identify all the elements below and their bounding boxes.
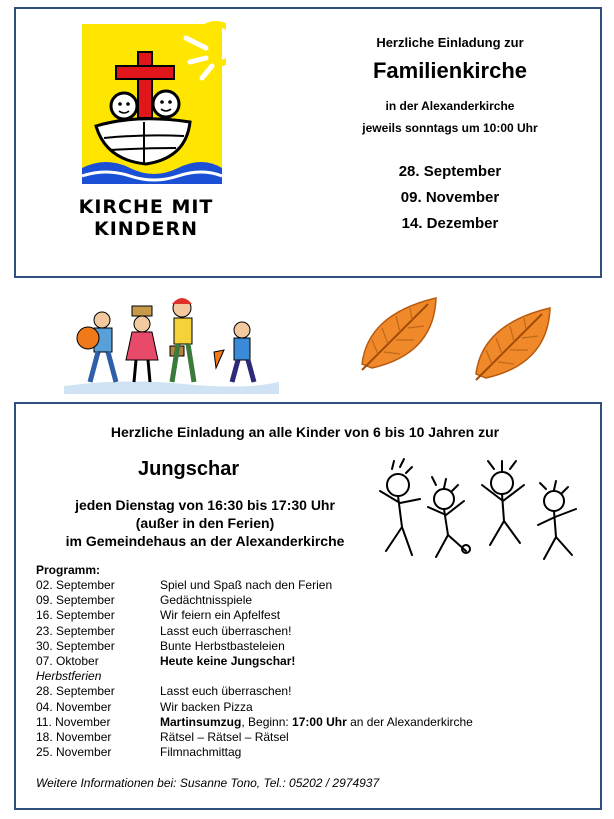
familienkirche-invitation: Herzliche Einladung zur <box>376 35 524 50</box>
program-row <box>36 578 596 593</box>
program-schedule <box>36 578 596 760</box>
familienkirche-date-1: 28. September <box>398 163 502 180</box>
familienkirche-date-3: 14. Dezember <box>401 215 499 232</box>
program-row <box>36 684 596 699</box>
program-row <box>36 700 596 715</box>
familienkirche-time: jeweils sonntags um 10:00 Uhr <box>362 121 538 135</box>
program-date: 04. November <box>36 699 112 714</box>
program-row <box>36 730 596 745</box>
program-activity: Lasst euch überraschen! <box>160 623 292 638</box>
program-activity: Lasst euch überraschen! <box>160 684 292 699</box>
program-row <box>36 608 596 623</box>
program-activity: Spiel und Spaß nach den Ferien <box>160 578 333 592</box>
holiday-label: Herbstferien <box>36 669 102 684</box>
logo-text-line2: KINDERN <box>94 218 198 240</box>
program-row <box>36 745 596 760</box>
dancing-children-illustration <box>372 455 587 565</box>
program-break-label <box>36 669 596 684</box>
jungschar-invitation: Herzliche Einladung an alle Kinder von 6 bis 10 Jahren zur <box>110 424 500 440</box>
program-date: 28. September <box>36 684 115 699</box>
kirche-mit-kindern-logo <box>66 18 226 246</box>
program-date: 09. September <box>36 593 115 608</box>
activity-end-text: an der Alexanderkirche <box>346 714 473 729</box>
program-date: 30. September <box>36 638 115 653</box>
program-label: Programm: <box>36 563 101 577</box>
jungschar-exception: (außer in den Ferien) <box>135 515 275 531</box>
program-activity: Wir feiern ein Apfelfest <box>160 608 281 623</box>
program-row <box>36 593 596 608</box>
program-activity: Gedächtnisspiele <box>160 593 253 608</box>
jungschar-location: im Gemeindehaus an der Alexanderkirche <box>65 533 345 549</box>
autumn-leaf-icon <box>358 294 442 374</box>
program-activity: Bunte Herbstbasteleien <box>160 638 285 653</box>
program-row <box>36 654 596 669</box>
program-activity <box>160 715 473 730</box>
logo-graphic <box>66 18 226 196</box>
program-date: 25. November <box>36 745 112 760</box>
program-activity: Filmnachmittag <box>160 745 242 760</box>
jungschar-title: Jungschar <box>138 458 240 480</box>
martinsumzug-text: Martinsumzug <box>160 714 242 729</box>
jungschar-schedule-line: jeden Dienstag von 16:30 bis 17:30 Uhr <box>75 497 335 513</box>
familienkirche-date-2: 09. November <box>400 189 500 206</box>
program-activity: Rätsel – Rätsel – Rätsel <box>160 729 289 744</box>
familienkirche-title: Familienkirche <box>372 58 528 83</box>
activity-mid-text: , Beginn: <box>241 714 293 729</box>
autumn-children-illustration <box>64 290 279 396</box>
program-activity: Heute keine Jungschar! <box>160 653 296 668</box>
program-row <box>36 624 596 639</box>
program-date: 02. September <box>36 578 115 592</box>
autumn-leaf-icon <box>472 304 556 384</box>
program-date: 07. Oktober <box>36 653 99 668</box>
logo-wordmark <box>66 196 226 240</box>
familienkirche-location: in der Alexanderkirche <box>385 99 515 113</box>
program-row <box>36 639 596 654</box>
program-row <box>36 715 596 730</box>
start-time-text: 17:00 Uhr <box>292 714 347 729</box>
program-activity: Wir backen Pizza <box>160 699 253 714</box>
program-date: 16. September <box>36 608 115 623</box>
contact-info: Weitere Informationen bei: Susanne Tono, Tel.: 05202 / 2974937 <box>36 776 380 790</box>
program-date: 23. September <box>36 623 115 638</box>
logo-text-line1: KIRCHE MIT <box>78 196 214 218</box>
program-date: 18. November <box>36 729 112 744</box>
program-date: 11. November <box>36 714 111 729</box>
